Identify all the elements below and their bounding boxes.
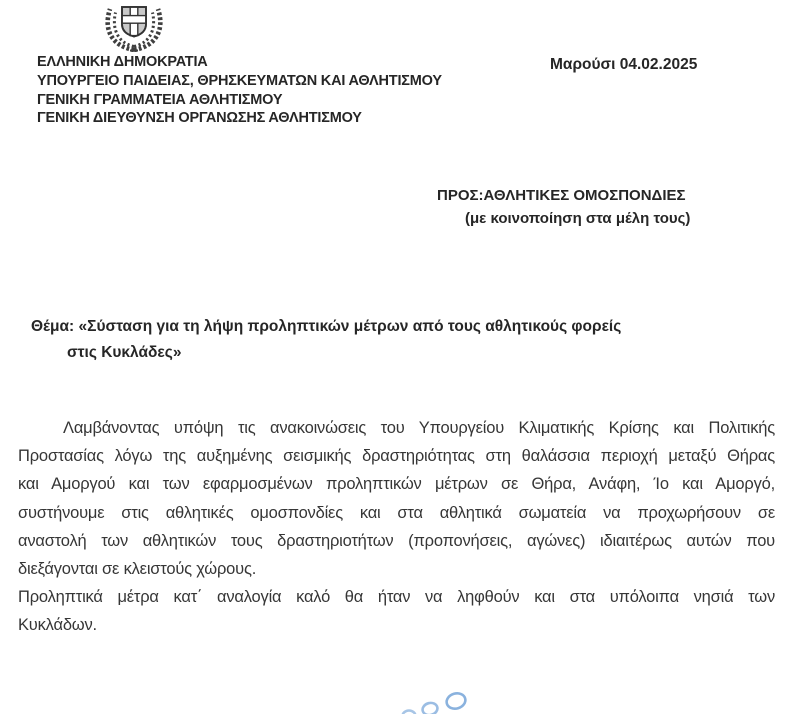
- letterhead-line-republic: ΕΛΛΗΝΙΚΗ ΔΗΜΟΚΡΑΤΙΑ: [37, 54, 208, 70]
- greek-coat-of-arms-icon: [95, 4, 173, 52]
- body-line: και Αμοργού και των εφαρμοσμένων προληπτικών μέτρων σε Θήρα, Ανάφη, Ίο και Αμοργό,: [18, 475, 775, 494]
- letterhead-line-general-secretariat: ΓΕΝΙΚΗ ΓΡΑΜΜΑΤΕΙΑ ΑΘΛΗΤΙΣΜΟΥ: [37, 91, 283, 108]
- body-line: διεξάγονται σε κλειστούς χώρους.: [18, 559, 257, 578]
- body-line: Προληπτικά μέτρα κατ΄ αναλογία καλό θα ήταν να ληφθούν και στα υπόλοιπα νησιά των: [18, 588, 775, 607]
- body-line: αναστολή των αθλητικών τους δραστηριοτήτων (προπονήσεις, αγώνες) ιδιαιτέρως αυτών που: [18, 531, 775, 550]
- place-date: Μαρούσι 04.02.2025: [550, 56, 698, 73]
- body-line: Λαμβάνοντας υπόψη τις ανακοινώσεις του Υπουργείου Κλιματικής Κρίσης και Πολιτικής: [63, 419, 775, 437]
- recipient-cc-line: (με κοινοποίηση στα μέλη τους): [465, 209, 691, 227]
- recipient-to-line: ΠΡΟΣ:ΑΘΛΗΤΙΚΕΣ ΟΜΟΣΠΟΝΔΙΕΣ: [437, 187, 686, 204]
- letterhead-line-ministry: ΥΠΟΥΡΓΕΙΟ ΠΑΙΔΕΙΑΣ, ΘΡΗΣΚΕΥΜΑΤΩΝ ΚΑΙ ΑΘΛΗΤΙΣΜΟΥ: [37, 72, 442, 89]
- letter-body: [18, 414, 775, 640]
- body-line: συστήνουμε στις αθλητικές ομοσπονδίες και στα αθλητικά σωματεία να προχωρήσουν σε: [18, 503, 775, 522]
- body-line: Προστασίας λόγω της αυξημένης σεισμικής δραστηριότητας στη θαλάσσια περιοχή μεταξύ Θήρας: [18, 447, 775, 466]
- subject-line-1: Θέμα: «Σύσταση για τη λήψη προληπτικών μέτρων από τους αθλητικούς φορείς: [31, 318, 622, 335]
- body-line: Κυκλάδων.: [18, 616, 97, 635]
- subject-block: [31, 314, 621, 366]
- letterhead-line-general-directorate: ΓΕΝΙΚΗ ΔΙΕΥΘΥΝΣΗ ΟΡΓΑΝΩΣΗΣ ΑΘΛΗΤΙΣΜΟΥ: [37, 110, 362, 127]
- recipient-block: [437, 185, 690, 230]
- letterhead: [37, 53, 442, 128]
- subject-line-2: στις Κυκλάδες»: [67, 344, 182, 361]
- signature-ink-mark: [380, 689, 490, 714]
